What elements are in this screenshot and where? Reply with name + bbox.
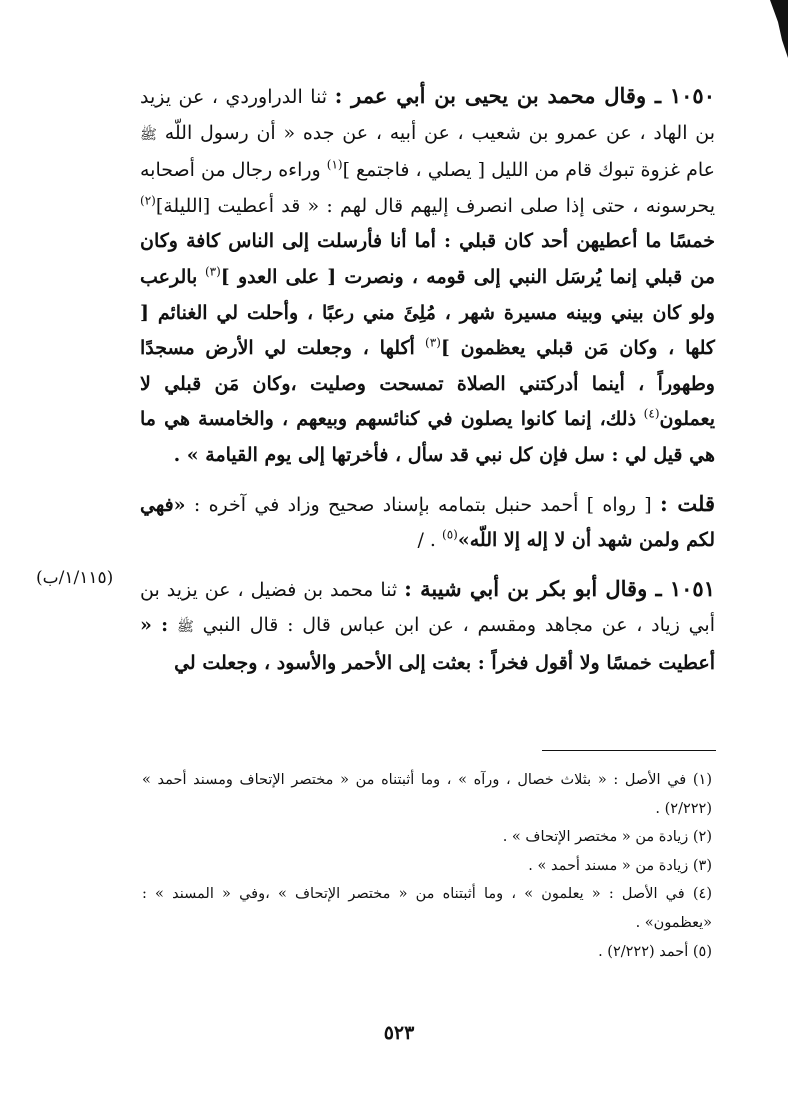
commentary-text: [ رواه ] أحمد حنبل بتمامه بإسناد صحيح وزاد في آخره : (193, 493, 652, 516)
honorific-glyph: ﷺ (140, 126, 157, 143)
hadith-1050-matn: ذلك، إنما كانوا يصلون في كنائسهم وبيعهم ، والخامسة هي ما هي قيل لي : سل فإن كل نبي قد سأل ، فأخرتها إلى يوم القيامة » . (140, 408, 715, 466)
page-corner-shadow (748, 0, 788, 100)
note-ref-5[interactable]: (٥) (442, 527, 458, 542)
hadith-1051-matn: : « أعطيت خمسًا ولا أقول فخراً : بعثت إلى الأحمر والأسود ، وجعلت لي (140, 614, 715, 674)
hadith-1050-matn: خمسًا ما أعطيهن أحد كان قبلي : أما أنا فأرسلت إلى الناس كافة وكان من قبلي إنما يُرسَل النبي إلى قومه ، ونصرت [ على العدو ] (140, 230, 715, 288)
commentary-quote: «فهي لكم ولمن شهد أن لا إله إلا اللّه» (140, 493, 715, 552)
hadith-1050-matn: أكلها ، وجعلت لي الأرض مسجدًا وطهوراً ، أينما أدركتني الصلاة تمسحت وصليت ،وكان مَن قبلي لا يعملون (140, 337, 715, 431)
commentary-label: قلت : (660, 490, 715, 516)
hadith-1050-heading: ١٠٥٠ ـ وقال محمد بن يحيى بن أبي عمر : (334, 83, 715, 108)
commentary (140, 486, 715, 559)
paragraph-gap (140, 559, 715, 571)
footnote-separator (542, 750, 716, 751)
page-number: ٥٢٣ (383, 1022, 415, 1044)
footnote-3: (٣) زيادة من « مسند أحمد » . (528, 857, 712, 874)
hadith-1051-chain: ثنا محمد بن فضيل ، عن يزيد بن أبي زياد ، عن مجاهد ومقسم ، عن ابن عباس قال : قال النبي (140, 578, 715, 637)
hadith-1050-text: وراءه رجال من أصحابه يحرسونه ، حتى إذا صلى انصرف إليهم قال لهم : « قد أعطيت [الليلة] (140, 159, 715, 217)
main-text-block (140, 78, 715, 682)
paragraph-gap (140, 474, 715, 486)
footnotes (142, 766, 712, 966)
note-ref-4[interactable]: (٤) (643, 407, 660, 422)
manuscript-folio-reference: (١/١١٥/ب) (36, 568, 114, 588)
footnote-1: (١) في الأصل : « بثلاث خصال ، ورآه » ، وما أثبتناه من « مختصر الإتحاف ومسند أحمد » (٢/٢٢٢) . (142, 772, 712, 817)
hadith-1050-matn: بالرعب ولو كان بيني وبينه مسيرة شهر ، مُلِئَ مني رعبًا ، وأحلت لي الغنائم [ كلها ، وكان مَن قبلي يعظمون ] (140, 265, 715, 360)
note-ref-3[interactable]: (٣) (204, 264, 221, 279)
note-ref-2[interactable]: (٢) (140, 193, 156, 208)
footnote-2: (٢) زيادة من « مختصر الإتحاف » . (502, 829, 712, 846)
hadith-1050-chain: ثنا الدراوردي ، عن يزيد بن الهاد ، عن عمرو بن شعيب ، عن أبيه ، عن جده « أن رسول اللّه (140, 86, 715, 144)
hadith-1050-text: عام غزوة تبوك قام من الليل [ يصلي ، فاجتمع ] (342, 159, 715, 182)
footnote-4: (٤) في الأصل : « يعلمون » ، وما أثبتناه من « مختصر الإتحاف » ،وفي « المسند » : «يعظمون» . (142, 886, 712, 931)
hadith-1051-heading: ١٠٥١ ـ وقال أبو بكر بن أبي شيبة : (404, 575, 715, 601)
honorific-glyph: ﷺ (176, 619, 194, 636)
commentary-tail: . / (417, 529, 436, 552)
note-ref-1[interactable]: (١) (326, 157, 343, 172)
note-ref-3b[interactable]: (٣) (425, 335, 441, 350)
hadith-1051 (140, 571, 715, 682)
footnote-5: (٥) أحمد (٢/٢٢٢) . (598, 943, 712, 960)
hadith-1050 (140, 78, 715, 474)
